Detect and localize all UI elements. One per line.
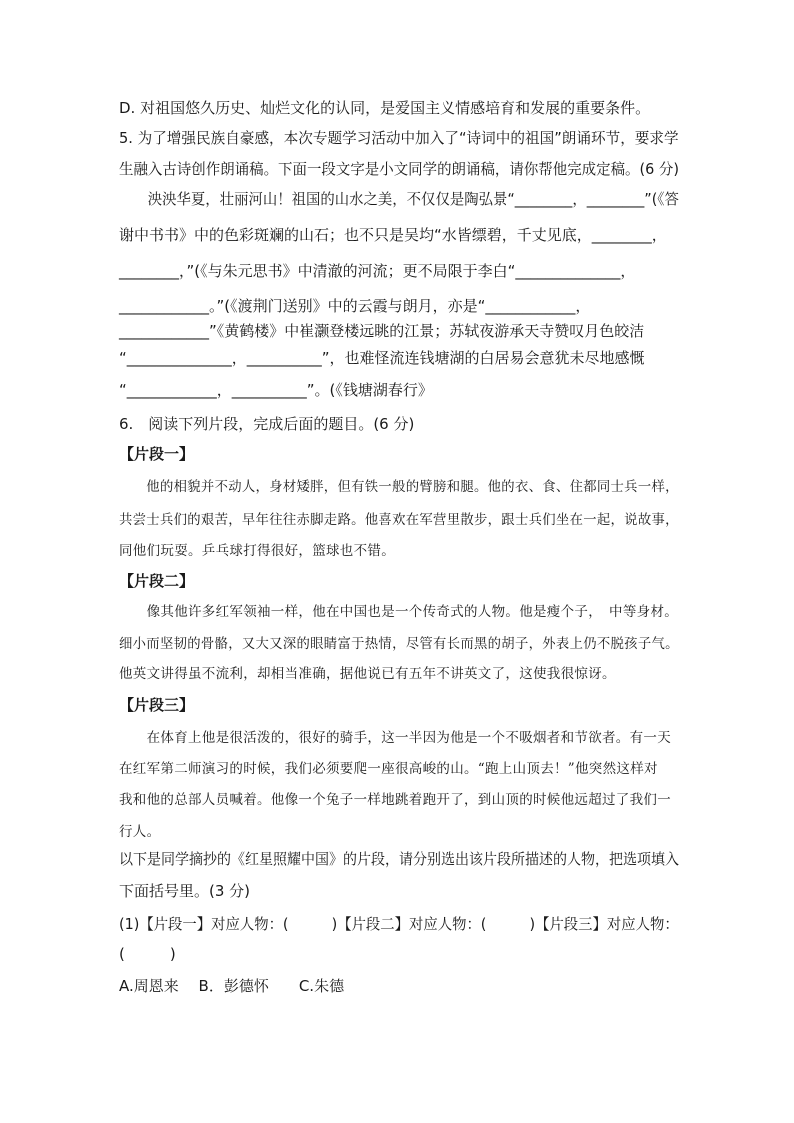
excerpt-2-line-3: 他英文讲得虽不流利，却相当准确，据他说已有五年不讲英文了，这使我很惊讶。	[119, 666, 616, 682]
excerpt-3-line-1: 在体育上他是很活泼的，很好的骑手，这一半因为他是一个不吸烟者和节欲者。有一天	[119, 730, 671, 746]
question-6-title: 6. 阅读下列片段，完成后面的题目。(6 分)	[119, 415, 415, 433]
instruction-line-2: 下面括号里。(3 分)	[119, 882, 251, 900]
question-5-line-1: 5. 为了增强民族自豪感，本次专题学习活动中加入了“诗词中的祖国”朗诵环节，要求学	[119, 129, 679, 147]
option-d-line: D. 对祖国悠久历史、灿烂文化的认同，是爱国主义情感培育和发展的重要条件。	[119, 99, 651, 117]
match-question-line-2: ( )	[119, 945, 176, 963]
answer-options: A.周恩来 B．彭德怀 C.朱德	[119, 977, 345, 995]
excerpt-1-line-1: 他的相貌并不动人，身材矮胖，但有铁一般的臂膀和腿。他的衣、食、住都同士兵一样，	[119, 479, 679, 495]
excerpt-2-line-1: 像其他许多红军领袖一样，他在中国也是一个传奇式的人物。他是瘦个子， 中等身材。	[119, 604, 679, 620]
recitation-line-1: 泱泱华夏，壮丽河山！祖国的山水之美，不仅仅是陶弘景“________，________”(《答	[119, 190, 679, 208]
recitation-line-6: “______________，__________”，也难怪流连钱塘湖的白居易会意犹未尽地感慨	[119, 349, 645, 367]
recitation-line-5: ____________”《黄鹤楼》中崔灏登楼远眺的江景；苏轼夜游承天寺赞叹月色皎洁	[119, 322, 645, 340]
excerpt-3-line-3: 我和他的总部人员喊着。他像一个兔子一样地跳着跑开了，到山顶的时候他远超过了我们一	[119, 792, 671, 808]
excerpt-1-line-3: 同他们玩耍。乒乓球打得很好，篮球也不错。	[119, 543, 395, 559]
excerpt-1-line-2: 共尝士兵们的艰苦，早年往往赤脚走路。他喜欢在军营里散步，跟士兵们坐在一起，说故事，	[119, 512, 679, 528]
instruction-line-1: 以下是同学摘抄的《红星照耀中国》的片段，请分别选出该片段所描述的人物，把选项填入	[119, 850, 680, 868]
excerpt-2-line-2: 细小而坚韧的骨骼，又大又深的眼睛富于热情，尽管有长而黑的胡子，外表上仍不脱孩子气。	[119, 636, 679, 652]
question-5-line-2: 生融入古诗创作朗诵稿。下面一段文字是小文同学的朗诵稿，请你帮他完成定稿。(6 分)	[119, 160, 680, 178]
recitation-line-7: “____________，__________”。(《钱塘湖春行》	[119, 381, 433, 399]
recitation-line-2: 谢中书书》中的色彩斑斓的山石；也不只是吴均“水皆缥碧，千丈见底，________，	[119, 226, 667, 244]
excerpt-2-heading: 【片段二】	[119, 572, 195, 590]
excerpt-1-heading: 【片段一】	[119, 445, 195, 463]
match-question-line-1: (1)【片段一】对应人物：( )【片段二】对应人物：( )【片段三】对应人物：	[119, 915, 679, 933]
recitation-line-3: ________，”(《与朱元思书》中清澈的河流；更不局限于李白“______________，	[119, 262, 636, 280]
excerpt-3-line-2: 在红军第二师演习的时候，我们必须要爬一座很高峻的山。“跑上山顶去！”他突然这样对	[119, 761, 658, 777]
excerpt-3-line-4: 行人。	[119, 824, 161, 840]
recitation-line-4: ____________。”(《渡荆门送别》中的云霞与朗月，亦是“____________，	[119, 297, 591, 315]
excerpt-3-heading: 【片段三】	[119, 696, 195, 714]
